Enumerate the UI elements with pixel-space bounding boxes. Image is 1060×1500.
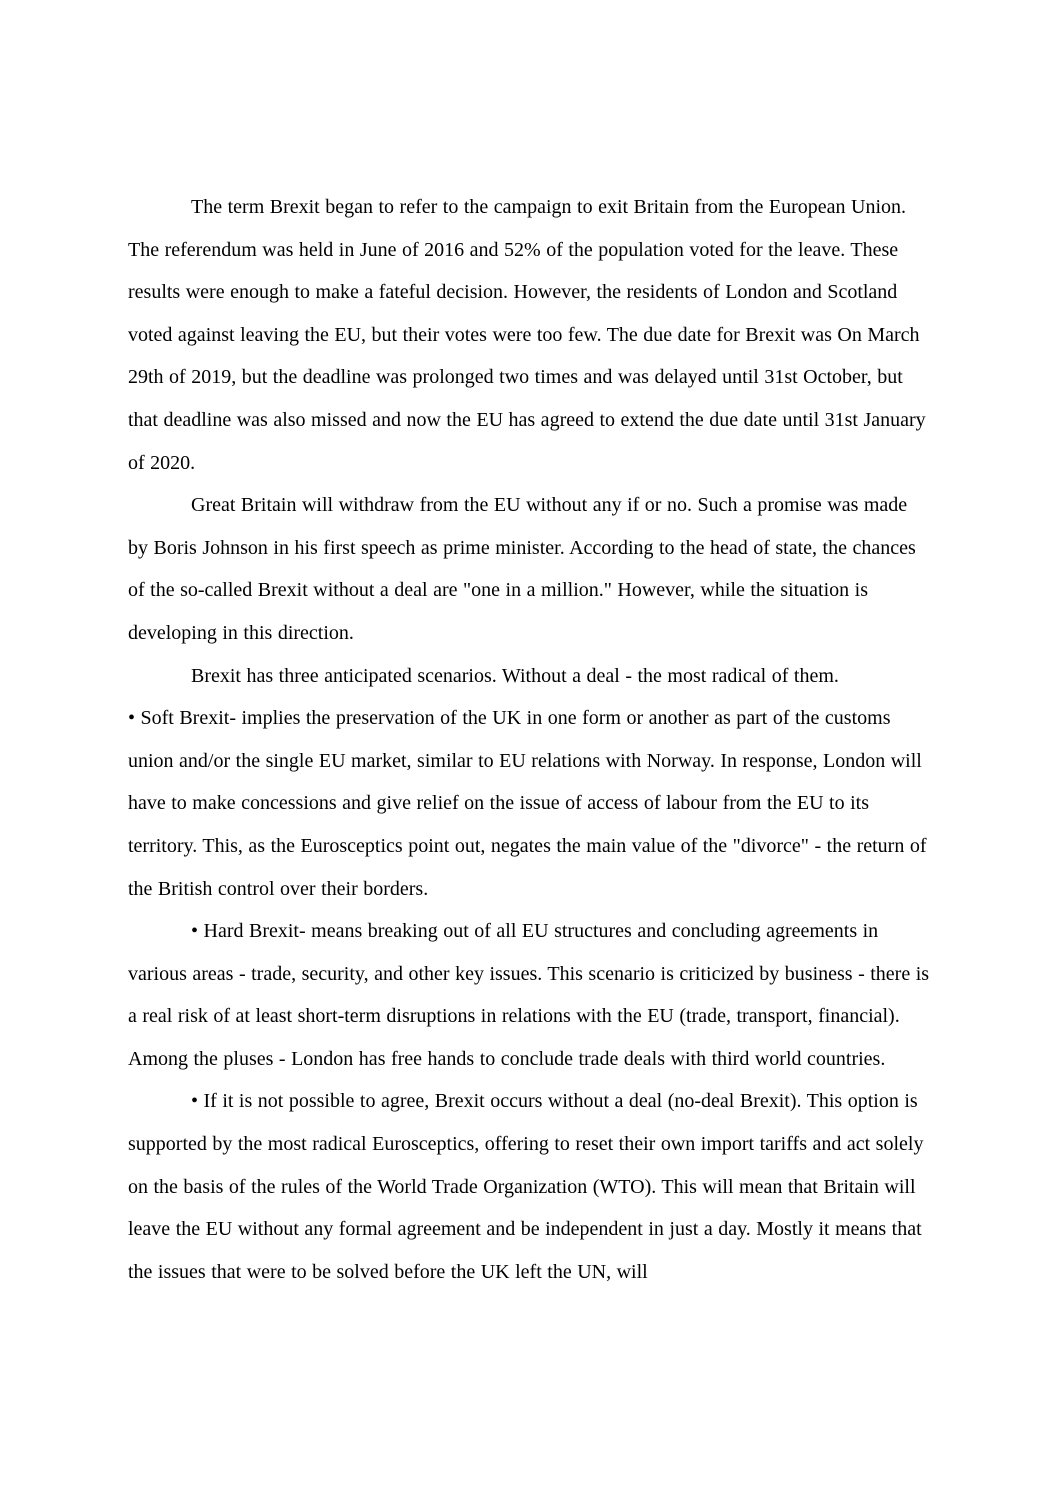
paragraph-brexit-intro: The term Brexit began to refer to the campaign to exit Britain from the European Union. The referendum was held in June of 2016 and 52% of the population voted for the leave. These results were enough to make a fateful decision. However, the residents of London and Scotland voted against leaving the EU, but their votes were too few. The due date for Brexit was On March 29th of 2019, but the deadline was prolonged two times and was delayed until 31st October, but that deadline was also missed and now the EU has agreed to extend the due date until 31st January of 2020.	[128, 196, 926, 474]
paragraph-hard-brexit: • Hard Brexit- means breaking out of all EU structures and concluding agreements in various areas - trade, security, and other key issues. This scenario is criticized by business - there is a real risk of at least short-term disruptions in relations with the EU (trade, transport, financial). Among the pluses - London has free hands to conclude trade deals with third world countries.	[128, 920, 930, 1070]
paragraph-soft-brexit: • Soft Brexit- implies the preservation of the UK in one form or another as part of the customs union and/or the single EU market, similar to EU relations with Norway. In response, London will have to make concessions and give relief on the issue of access of labour from the EU to its territory. This, as the Eurosceptics point out, negates the main value of the "divorce" - the return of the British control over their borders.	[128, 707, 927, 900]
paragraph-three-scenarios: Brexit has three anticipated scenarios. Without a deal - the most radical of them.	[191, 664, 839, 687]
paragraph-johnson-promise: Great Britain will withdraw from the EU without any if or no. Such a promise was made by Boris Johnson in his first speech as prime minister. According to the head of state, the chances of the so-called Brexit without a deal are "one in a million." However, while the situation is developing in this direction.	[128, 494, 916, 644]
paragraph-no-deal-brexit: • If it is not possible to agree, Brexit occurs without a deal (no-deal Brexit). This option is supported by the most radical Eurosceptics, offering to reset their own import tariffs and act solely on the basis of the rules of the World Trade Organization (WTO). This will mean that Britain will leave the EU without any formal agreement and be independent in just a day. Mostly it means that the issues that were to be solved before the UK left the UN, will	[128, 1090, 924, 1283]
